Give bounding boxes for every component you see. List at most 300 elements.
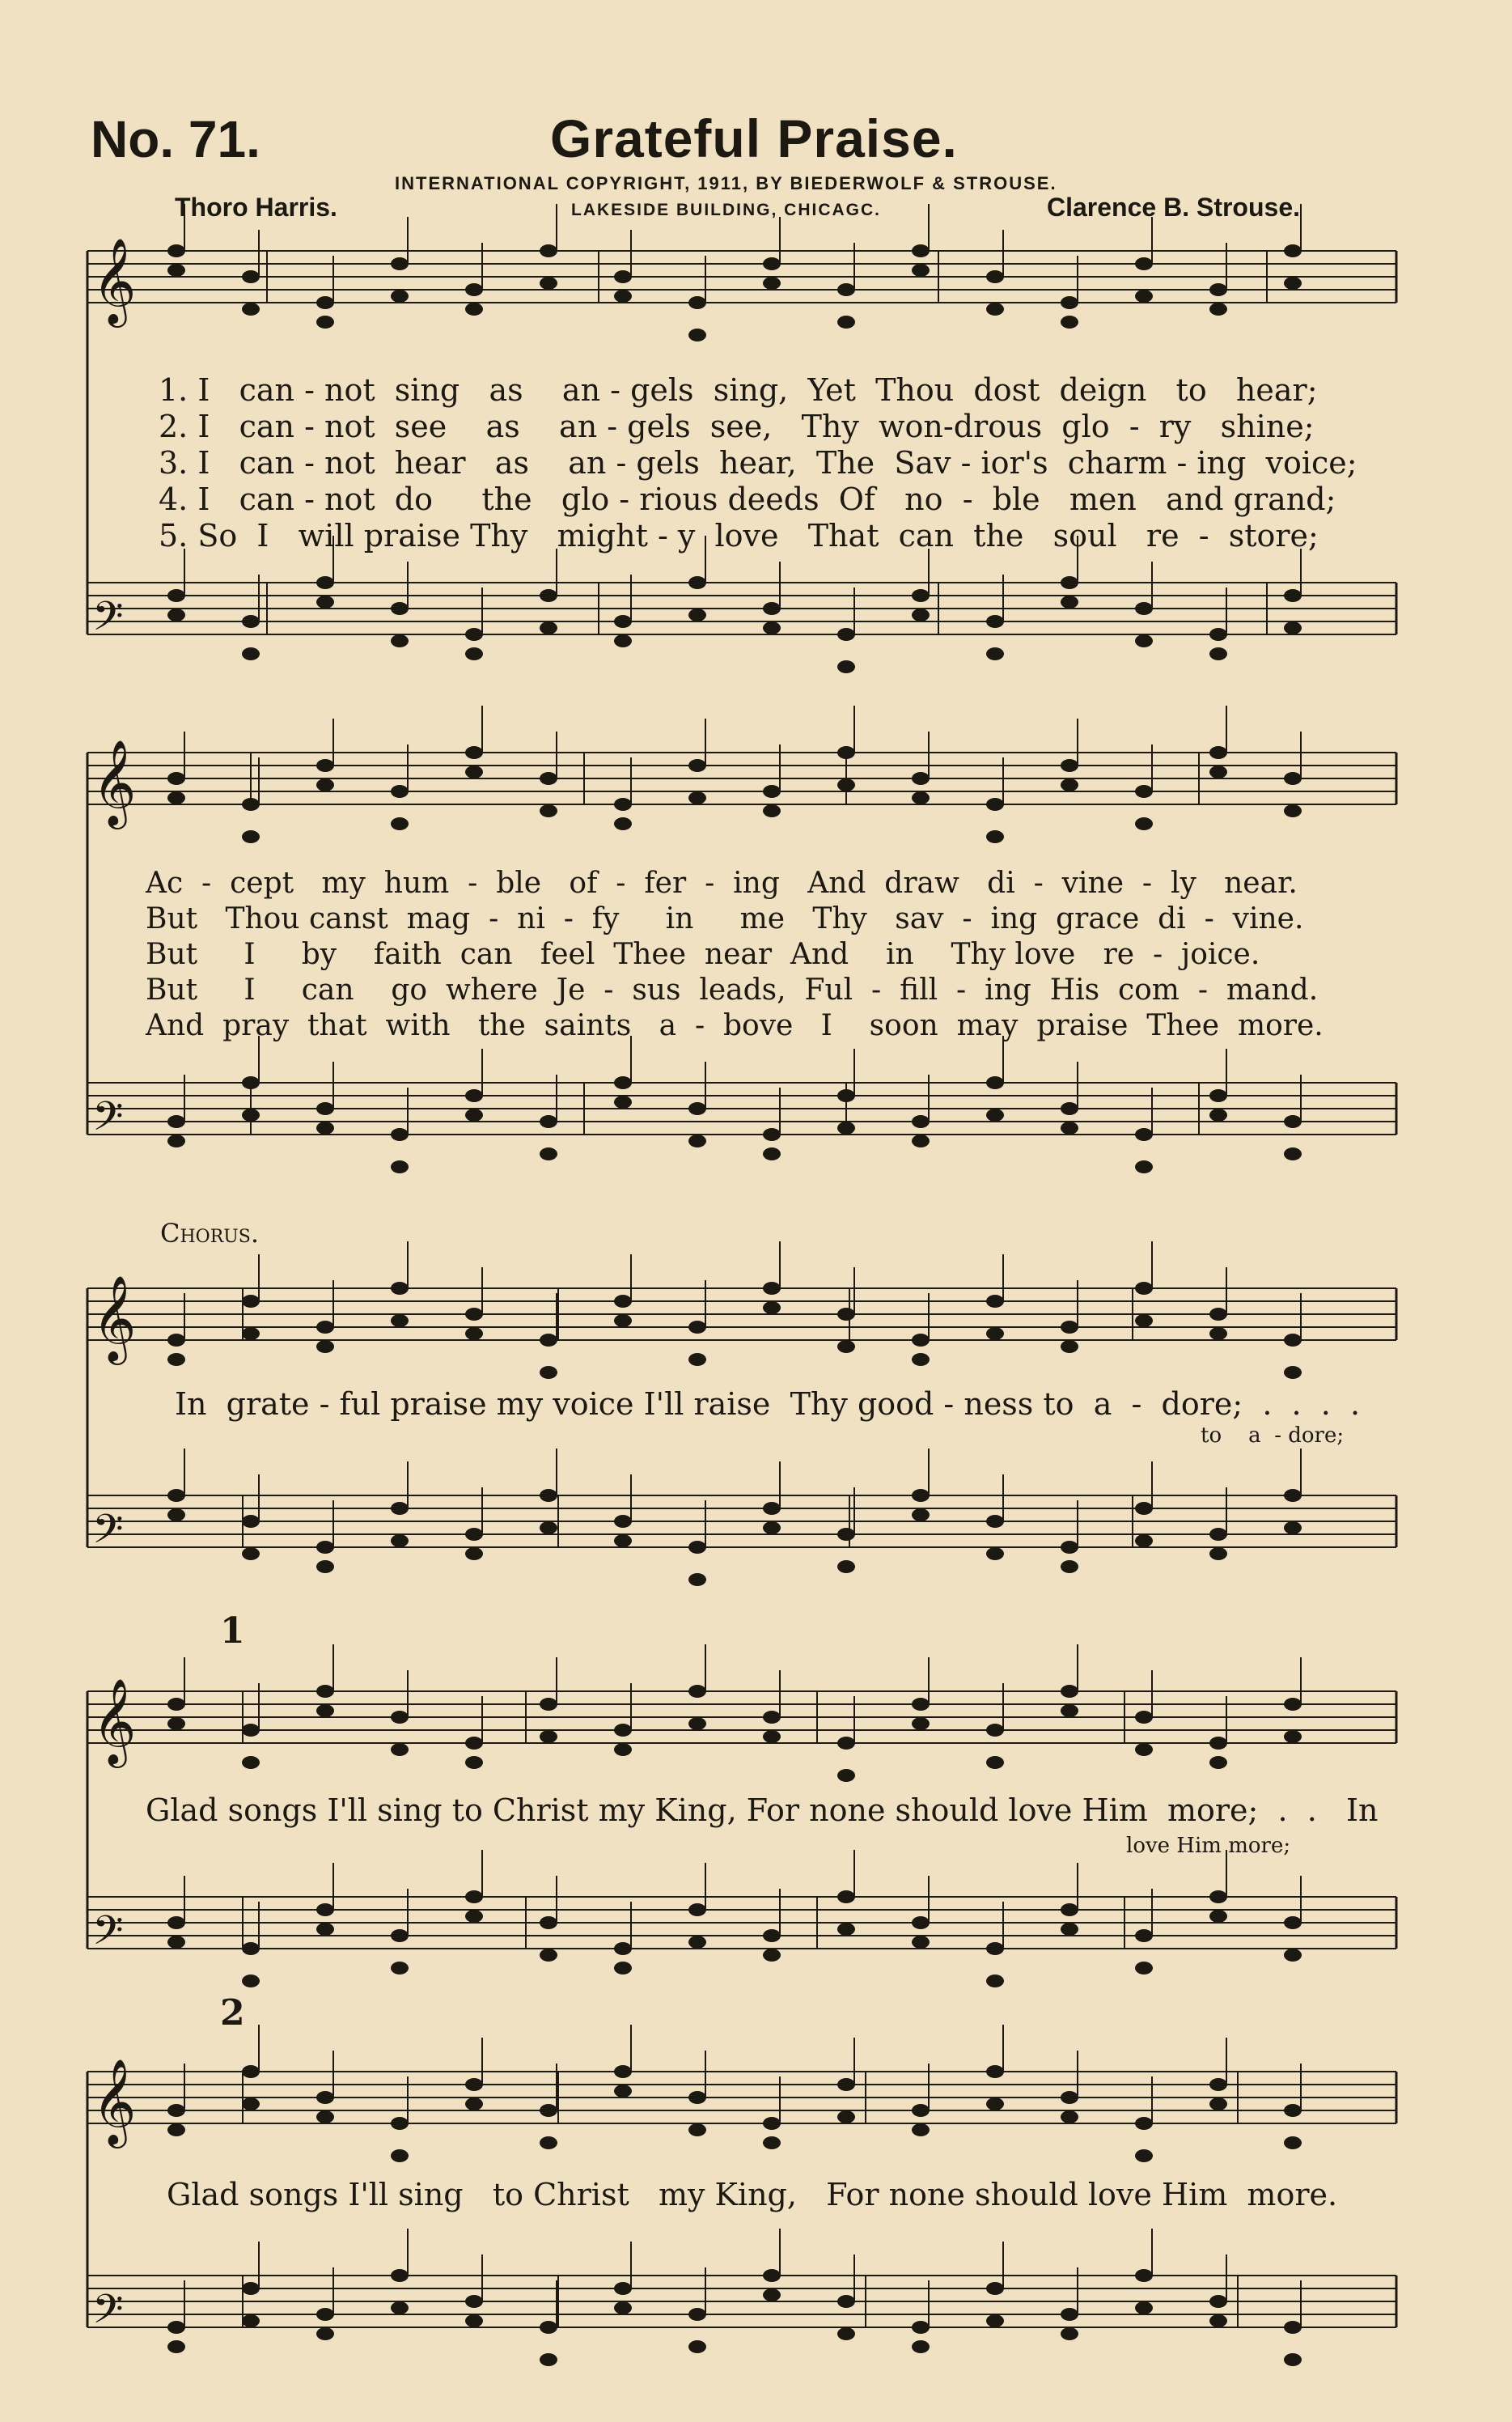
note-head <box>316 1321 334 1334</box>
note-head <box>465 1756 483 1769</box>
note-head <box>763 804 781 817</box>
note-head <box>167 1115 185 1128</box>
note-head <box>614 290 632 303</box>
note-head <box>391 257 409 270</box>
note-head <box>167 1489 185 1502</box>
note-head <box>763 1301 781 1314</box>
treble-clef-icon: 𝄞 <box>92 237 137 324</box>
note-head <box>986 2065 1004 2078</box>
note-head <box>1209 766 1227 778</box>
note-head <box>1135 1502 1153 1515</box>
note-head <box>167 1916 185 1929</box>
verse-5-line-b: And pray that with the saints a - bove I soon may praise Thee more. <box>146 1009 1324 1042</box>
note-head <box>837 316 855 329</box>
note-head <box>242 2098 260 2110</box>
note-head <box>986 1109 1004 1122</box>
note-head <box>763 277 781 290</box>
bass-clef-icon: 𝄢 <box>92 593 124 650</box>
note-head <box>316 1541 334 1554</box>
note-head <box>986 615 1004 628</box>
note-head <box>1061 2091 1078 2104</box>
note-head <box>540 2136 557 2149</box>
treble-clef-icon: 𝄞 <box>92 1275 137 1361</box>
note-head <box>242 615 260 628</box>
note-head <box>391 1128 409 1141</box>
note-head <box>912 1698 930 1711</box>
note-head <box>465 1109 483 1122</box>
note-head <box>1061 778 1078 791</box>
note-head <box>465 1547 483 1560</box>
note-head <box>688 1903 706 1916</box>
note-head <box>688 2123 706 2136</box>
note-head <box>1061 2110 1078 2123</box>
note-head <box>1209 1109 1227 1122</box>
note-head <box>242 1109 260 1122</box>
note-head <box>540 1489 557 1502</box>
note-head <box>763 621 781 634</box>
note-head <box>1135 817 1153 830</box>
note-head <box>912 1508 930 1521</box>
note-head <box>540 1698 557 1711</box>
note-head <box>242 2065 260 2078</box>
note-head <box>242 1547 260 1560</box>
note-head <box>763 1949 781 1962</box>
note-head <box>614 1962 632 1975</box>
note-head <box>540 1521 557 1534</box>
note-head <box>465 1737 483 1750</box>
note-head <box>912 2104 930 2117</box>
chorus-line-3: Glad songs I'll sing to Christ my King, For none should love Him more. <box>167 2177 1338 2212</box>
note-head <box>540 1147 557 1160</box>
note-head <box>316 778 334 791</box>
note-head <box>242 1327 260 1340</box>
note-head <box>316 1704 334 1717</box>
note-head <box>1284 1489 1302 1502</box>
note-head <box>837 283 855 296</box>
note-head <box>688 576 706 589</box>
note-head <box>1284 1147 1302 1160</box>
note-head <box>614 1534 632 1547</box>
lyricist-credit: Thoro Harris. <box>175 193 337 222</box>
note-head <box>1135 290 1153 303</box>
note-head <box>316 1685 334 1698</box>
note-head <box>763 1128 781 1141</box>
publisher-address: LAKESIDE BUILDING, CHICAGC. <box>571 201 882 219</box>
chorus-label: Chorus. <box>160 1218 260 1249</box>
note-head <box>1135 1534 1153 1547</box>
note-head <box>763 257 781 270</box>
note-head <box>242 798 260 811</box>
note-head <box>391 1929 409 1942</box>
verse-3-line-b: But I by faith can feel Thee near And in Thy love re - joice. <box>146 938 1260 971</box>
note-head <box>1061 576 1078 589</box>
note-head <box>837 1560 855 1573</box>
note-head <box>986 1076 1004 1089</box>
note-head <box>912 1936 930 1949</box>
note-head <box>986 1942 1004 1955</box>
note-head <box>1284 1949 1302 1962</box>
note-head <box>242 1975 260 1987</box>
note-head <box>1284 1334 1302 1347</box>
note-head <box>837 778 855 791</box>
note-head <box>1209 1547 1227 1560</box>
note-head <box>242 303 260 316</box>
note-head <box>242 1076 260 1089</box>
note-head <box>1209 1308 1227 1321</box>
copyright-notice: INTERNATIONAL COPYRIGHT, 1911, BY BIEDERWOLF & STROUSE. <box>395 173 1057 193</box>
note-head <box>167 2321 185 2334</box>
note-head <box>465 1327 483 1340</box>
note-head <box>837 1528 855 1541</box>
note-head <box>1061 1903 1078 1916</box>
note-head <box>1284 2104 1302 2117</box>
note-head <box>391 1711 409 1724</box>
note-head <box>1135 1282 1153 1295</box>
note-head <box>1135 257 1153 270</box>
note-head <box>688 1321 706 1334</box>
note-head <box>614 798 632 811</box>
note-head <box>763 1282 781 1295</box>
note-head <box>465 1890 483 1903</box>
note-head <box>1135 1711 1153 1724</box>
note-head <box>391 1160 409 1173</box>
note-head <box>763 1730 781 1743</box>
note-head <box>688 1541 706 1554</box>
note-head <box>1135 2149 1153 2162</box>
note-head <box>1209 1910 1227 1923</box>
note-head <box>1284 1366 1302 1379</box>
note-head <box>986 2314 1004 2327</box>
note-head <box>614 634 632 647</box>
note-head <box>1061 2327 1078 2340</box>
note-head <box>540 621 557 634</box>
note-head <box>614 2301 632 2314</box>
note-head <box>688 1135 706 1147</box>
note-head <box>540 1916 557 1929</box>
note-head <box>688 1936 706 1949</box>
note-head <box>465 2098 483 2110</box>
note-head <box>614 2085 632 2098</box>
hymn-title: Grateful Praise. <box>550 108 958 168</box>
note-head <box>837 1737 855 1750</box>
note-head <box>242 2282 260 2295</box>
note-head <box>1061 316 1078 329</box>
note-head <box>986 1756 1004 1769</box>
note-head <box>316 1903 334 1916</box>
note-head <box>167 609 185 621</box>
note-head <box>540 1115 557 1128</box>
verse-4-line-a: 4. I can - not do the glo - rious deeds Of no - ble men and grand; <box>159 481 1336 517</box>
note-head <box>1061 1560 1078 1573</box>
verse-4-line-b: But I can go where Je - sus leads, Ful - fill - ing His com - mand. <box>146 973 1319 1007</box>
note-head <box>167 244 185 257</box>
note-head <box>1209 2295 1227 2308</box>
note-head <box>986 303 1004 316</box>
note-head <box>167 1717 185 1730</box>
note-head <box>465 1528 483 1541</box>
treble-clef-icon: 𝄞 <box>92 2058 137 2144</box>
note-head <box>465 1910 483 1923</box>
note-head <box>1209 1528 1227 1541</box>
note-head <box>316 2327 334 2340</box>
note-head <box>837 1769 855 1782</box>
verse-1-line-a: 1. I can - not sing as an - gels sing, Yet Thou dost deign to hear; <box>159 372 1318 408</box>
note-head <box>614 2065 632 2078</box>
note-head <box>986 647 1004 660</box>
hymn-number: No. 71. <box>91 110 260 168</box>
note-head <box>1135 2269 1153 2282</box>
note-head <box>763 2136 781 2149</box>
note-head <box>1061 596 1078 609</box>
treble-clef-icon: 𝄞 <box>92 1678 137 1764</box>
note-head <box>167 2123 185 2136</box>
note-head <box>391 2301 409 2314</box>
note-head <box>986 798 1004 811</box>
note-head <box>1209 2098 1227 2110</box>
note-head <box>837 2110 855 2123</box>
note-head <box>242 1942 260 1955</box>
note-head <box>912 1916 930 1929</box>
note-head <box>614 1314 632 1327</box>
verse-1-line-b: Ac - cept my hum - ble of - fer - ing And draw di - vine - ly near. <box>146 867 1298 900</box>
note-head <box>614 1743 632 1756</box>
note-head <box>688 2340 706 2353</box>
note-head <box>1135 1160 1153 1173</box>
note-head <box>837 1308 855 1321</box>
note-head <box>688 1573 706 1586</box>
note-head <box>1209 628 1227 641</box>
note-head <box>1061 1541 1078 1554</box>
note-head <box>465 1089 483 1102</box>
note-head <box>1135 1128 1153 1141</box>
note-head <box>763 2269 781 2282</box>
note-head <box>316 296 334 309</box>
note-head <box>1284 2353 1302 2366</box>
note-head <box>316 316 334 329</box>
note-head <box>1135 1743 1153 1756</box>
note-head <box>391 1534 409 1547</box>
note-head <box>837 1089 855 1102</box>
note-head <box>391 2149 409 2162</box>
note-head <box>465 2314 483 2327</box>
note-head <box>1209 283 1227 296</box>
note-head <box>837 1340 855 1353</box>
note-head <box>1209 303 1227 316</box>
note-head <box>242 2314 260 2327</box>
note-head <box>837 660 855 673</box>
note-head <box>1135 785 1153 798</box>
note-head <box>167 791 185 804</box>
note-head <box>1135 634 1153 647</box>
note-head <box>465 647 483 660</box>
note-head <box>986 1547 1004 1560</box>
note-head <box>1061 1923 1078 1936</box>
bass-clef-icon: 𝄢 <box>92 1907 124 1964</box>
note-head <box>912 2340 930 2353</box>
note-head <box>1209 2078 1227 2091</box>
note-head <box>242 1515 260 1528</box>
note-head <box>1061 1102 1078 1115</box>
note-head <box>614 270 632 283</box>
verse-3-line-a: 3. I can - not hear as an - gels hear, The Sav - ior's charm - ing voice; <box>159 445 1357 481</box>
note-head <box>986 1724 1004 1737</box>
note-head <box>614 1076 632 1089</box>
note-head <box>986 270 1004 283</box>
note-head <box>912 772 930 785</box>
note-head <box>391 1314 409 1327</box>
note-head <box>1284 1521 1302 1534</box>
note-head <box>1061 1340 1078 1353</box>
note-head <box>391 2117 409 2130</box>
note-head <box>763 2288 781 2301</box>
note-head <box>1284 1916 1302 1929</box>
note-head <box>614 1942 632 1955</box>
note-head <box>1284 1730 1302 1743</box>
verse-2-line-a: 2. I can - not see as an - gels see, Thy won-drous glo - ry shine; <box>159 409 1315 444</box>
note-head <box>1135 1314 1153 1327</box>
bass-clef-icon: 𝄢 <box>92 1093 124 1150</box>
composer-credit: Clarence B. Strouse. <box>1047 193 1300 222</box>
note-head <box>1284 589 1302 602</box>
note-head <box>1284 277 1302 290</box>
note-head <box>1209 647 1227 660</box>
note-head <box>614 1295 632 1308</box>
bass-clef-icon: 𝄢 <box>92 2286 124 2343</box>
note-head <box>837 628 855 641</box>
note-head <box>540 772 557 785</box>
note-head <box>316 2091 334 2104</box>
note-head <box>1061 1321 1078 1334</box>
note-head <box>391 1282 409 1295</box>
note-head <box>837 2078 855 2091</box>
note-head <box>986 2098 1004 2110</box>
note-head <box>242 1724 260 1737</box>
note-head <box>763 1929 781 1942</box>
note-head <box>688 759 706 772</box>
note-head <box>614 615 632 628</box>
note-head <box>1209 1327 1227 1340</box>
note-head <box>167 589 185 602</box>
note-head <box>540 589 557 602</box>
note-head <box>688 296 706 309</box>
note-head <box>688 2308 706 2321</box>
note-head <box>614 1515 632 1528</box>
chorus-echo-2: love Him more; <box>1126 1834 1291 1858</box>
note-head <box>912 1115 930 1128</box>
note-head <box>391 634 409 647</box>
first-ending-number: 1 <box>220 1610 245 1652</box>
note-head <box>1209 1737 1227 1750</box>
note-head <box>1135 2117 1153 2130</box>
note-head <box>614 817 632 830</box>
note-head <box>837 1890 855 1903</box>
note-head <box>912 609 930 621</box>
note-head <box>316 1923 334 1936</box>
note-head <box>614 1096 632 1109</box>
note-head <box>167 1353 185 1366</box>
note-head <box>837 1923 855 1936</box>
note-head <box>316 1560 334 1573</box>
note-head <box>540 1366 557 1379</box>
note-head <box>1135 2301 1153 2314</box>
note-head <box>1209 1089 1227 1102</box>
note-head <box>912 2321 930 2334</box>
verse-2-line-b: But Thou canst mag - ni - fy in me Thy sav - ing grace di - vine. <box>146 902 1304 935</box>
note-head <box>837 2295 855 2308</box>
note-head <box>986 1515 1004 1528</box>
note-head <box>912 2123 930 2136</box>
note-head <box>540 1334 557 1347</box>
note-head <box>1284 621 1302 634</box>
note-head <box>1284 1115 1302 1128</box>
note-head <box>391 1962 409 1975</box>
note-head <box>1061 759 1078 772</box>
note-head <box>688 1717 706 1730</box>
note-head <box>1284 2136 1302 2149</box>
note-head <box>316 1340 334 1353</box>
note-head <box>688 329 706 341</box>
second-ending-number: 2 <box>220 1992 245 2034</box>
note-head <box>1135 602 1153 615</box>
note-head <box>465 283 483 296</box>
note-head <box>912 791 930 804</box>
chorus-line-1: In grate - ful praise my voice I'll raise Thy good - ness to a - dore; . . . . <box>175 1386 1361 1422</box>
note-head <box>688 1353 706 1366</box>
note-head <box>1061 1122 1078 1135</box>
note-head <box>316 2110 334 2123</box>
note-head <box>167 1135 185 1147</box>
note-head <box>763 1147 781 1160</box>
note-head <box>1284 244 1302 257</box>
note-head <box>688 791 706 804</box>
note-head <box>1135 1962 1153 1975</box>
note-head <box>1209 1756 1227 1769</box>
note-head <box>391 817 409 830</box>
note-head <box>465 2295 483 2308</box>
note-head <box>465 628 483 641</box>
note-head <box>167 2340 185 2353</box>
note-head <box>1284 2321 1302 2334</box>
note-head <box>167 2104 185 2117</box>
note-head <box>763 1502 781 1515</box>
bass-clef-icon: 𝄢 <box>92 1506 124 1563</box>
note-head <box>167 1936 185 1949</box>
note-head <box>1061 1704 1078 1717</box>
note-head <box>1061 296 1078 309</box>
note-head <box>1209 2314 1227 2327</box>
note-head <box>763 1521 781 1534</box>
note-head <box>242 647 260 660</box>
note-head <box>540 804 557 817</box>
note-head <box>614 2282 632 2295</box>
note-head <box>688 2091 706 2104</box>
note-head <box>1061 2308 1078 2321</box>
note-head <box>316 2308 334 2321</box>
note-head <box>1209 746 1227 759</box>
note-head <box>242 270 260 283</box>
verse-5-line-a: 5. So I will praise Thy might - y love That can the soul re - store; <box>159 518 1319 554</box>
note-head <box>540 2321 557 2334</box>
note-head <box>167 264 185 277</box>
note-head <box>391 785 409 798</box>
note-head <box>316 596 334 609</box>
note-head <box>540 1730 557 1743</box>
note-head <box>912 1489 930 1502</box>
note-head <box>540 2104 557 2117</box>
note-head <box>688 609 706 621</box>
note-head <box>1061 1685 1078 1698</box>
note-head <box>167 1698 185 1711</box>
